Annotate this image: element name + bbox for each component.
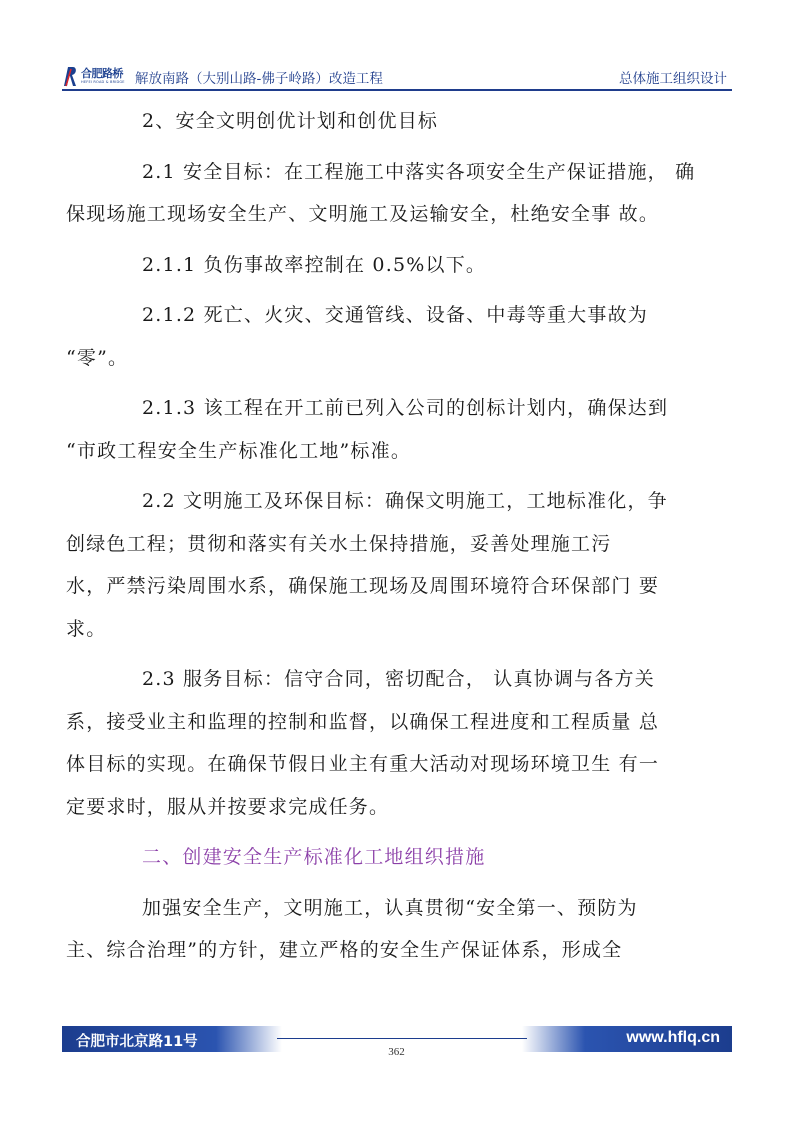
logo-name-cn: 合肥路桥 — [81, 66, 123, 80]
document-body — [66, 100, 724, 980]
text-line: 2.1.1 负伤事故率控制在 0.5%以下。 — [142, 253, 487, 276]
paragraph-safety-goal — [66, 151, 724, 236]
text-line: 2.3 服务目标：信守合同，密切配合， 认真协调与各方关 — [142, 668, 655, 690]
project-title: 解放南路（大别山路-佛子岭路）改造工程 — [135, 71, 383, 87]
footer-address: 合肥市北京路11号 — [76, 1034, 198, 1050]
text-line: 2.1.2 死亡、火灾、交通管线、设备、中毒等重大事故为 — [142, 304, 648, 326]
text-line: 2.1.3 该工程在开工前已列入公司的创标计划内，确保达到 — [142, 397, 669, 419]
section-heading — [104, 836, 724, 879]
paragraph-zero-accidents — [66, 294, 724, 379]
text-line: 2.2 文明施工及环保目标：确保文明施工，工地标准化，争 — [142, 490, 668, 512]
page-number: 362 — [388, 1046, 405, 1058]
footer-website: www.hflq.cn — [626, 1029, 720, 1046]
text-line: 水，严禁污染周围水系，确保施工现场及周围环境符合环保部门 要 — [66, 575, 660, 597]
paragraph-heading — [104, 100, 724, 143]
text-line: 保现场施工现场安全生产、文明施工及运输安全，杜绝安全事 故。 — [66, 203, 660, 225]
document-type: 总体施工组织设计 — [619, 71, 727, 87]
text-line: 2.1 安全目标：在工程施工中落实各项安全生产保证措施， 确 — [142, 160, 696, 183]
text-line: 主、综合治理”的方针，建立严格的安全生产保证体系，形成全 — [66, 939, 623, 961]
header-divider — [62, 89, 732, 91]
paragraph-closing — [66, 887, 724, 972]
company-logo — [62, 64, 125, 88]
text-line: 加强安全生产，文明施工，认真贯彻“安全第一、预防为 — [142, 896, 638, 919]
section-heading-text: 二、创建安全生产标准化工地组织措施 — [142, 846, 486, 868]
text-line: “零”。 — [66, 346, 129, 369]
paragraph-service-goal — [66, 658, 724, 828]
logo-mark-icon — [62, 65, 78, 87]
paragraph-environment-goal — [66, 480, 724, 650]
text-line: 系，接受业主和监理的控制和监督，以确保工程进度和工程质量 总 — [66, 710, 660, 733]
text-line: 2、安全文明创优计划和创优目标 — [142, 110, 439, 132]
logo-name-en: HEFEI ROAD & BRIDGE — [81, 79, 125, 84]
paragraph-standard-site — [66, 387, 724, 472]
text-line: 创绿色工程；贯彻和落实有关水土保持措施，妥善处理施工污 — [66, 532, 612, 555]
text-line: “市政工程安全生产标准化工地”标准。 — [66, 439, 412, 462]
paragraph-injury-rate — [104, 244, 724, 287]
text-line: 求。 — [66, 617, 107, 640]
text-line: 定要求时，服从并按要求完成任务。 — [66, 795, 390, 818]
text-line: 体目标的实现。在确保节假日业主有重大活动对现场环境卫生 有一 — [66, 753, 660, 775]
footer-divider — [277, 1038, 527, 1039]
